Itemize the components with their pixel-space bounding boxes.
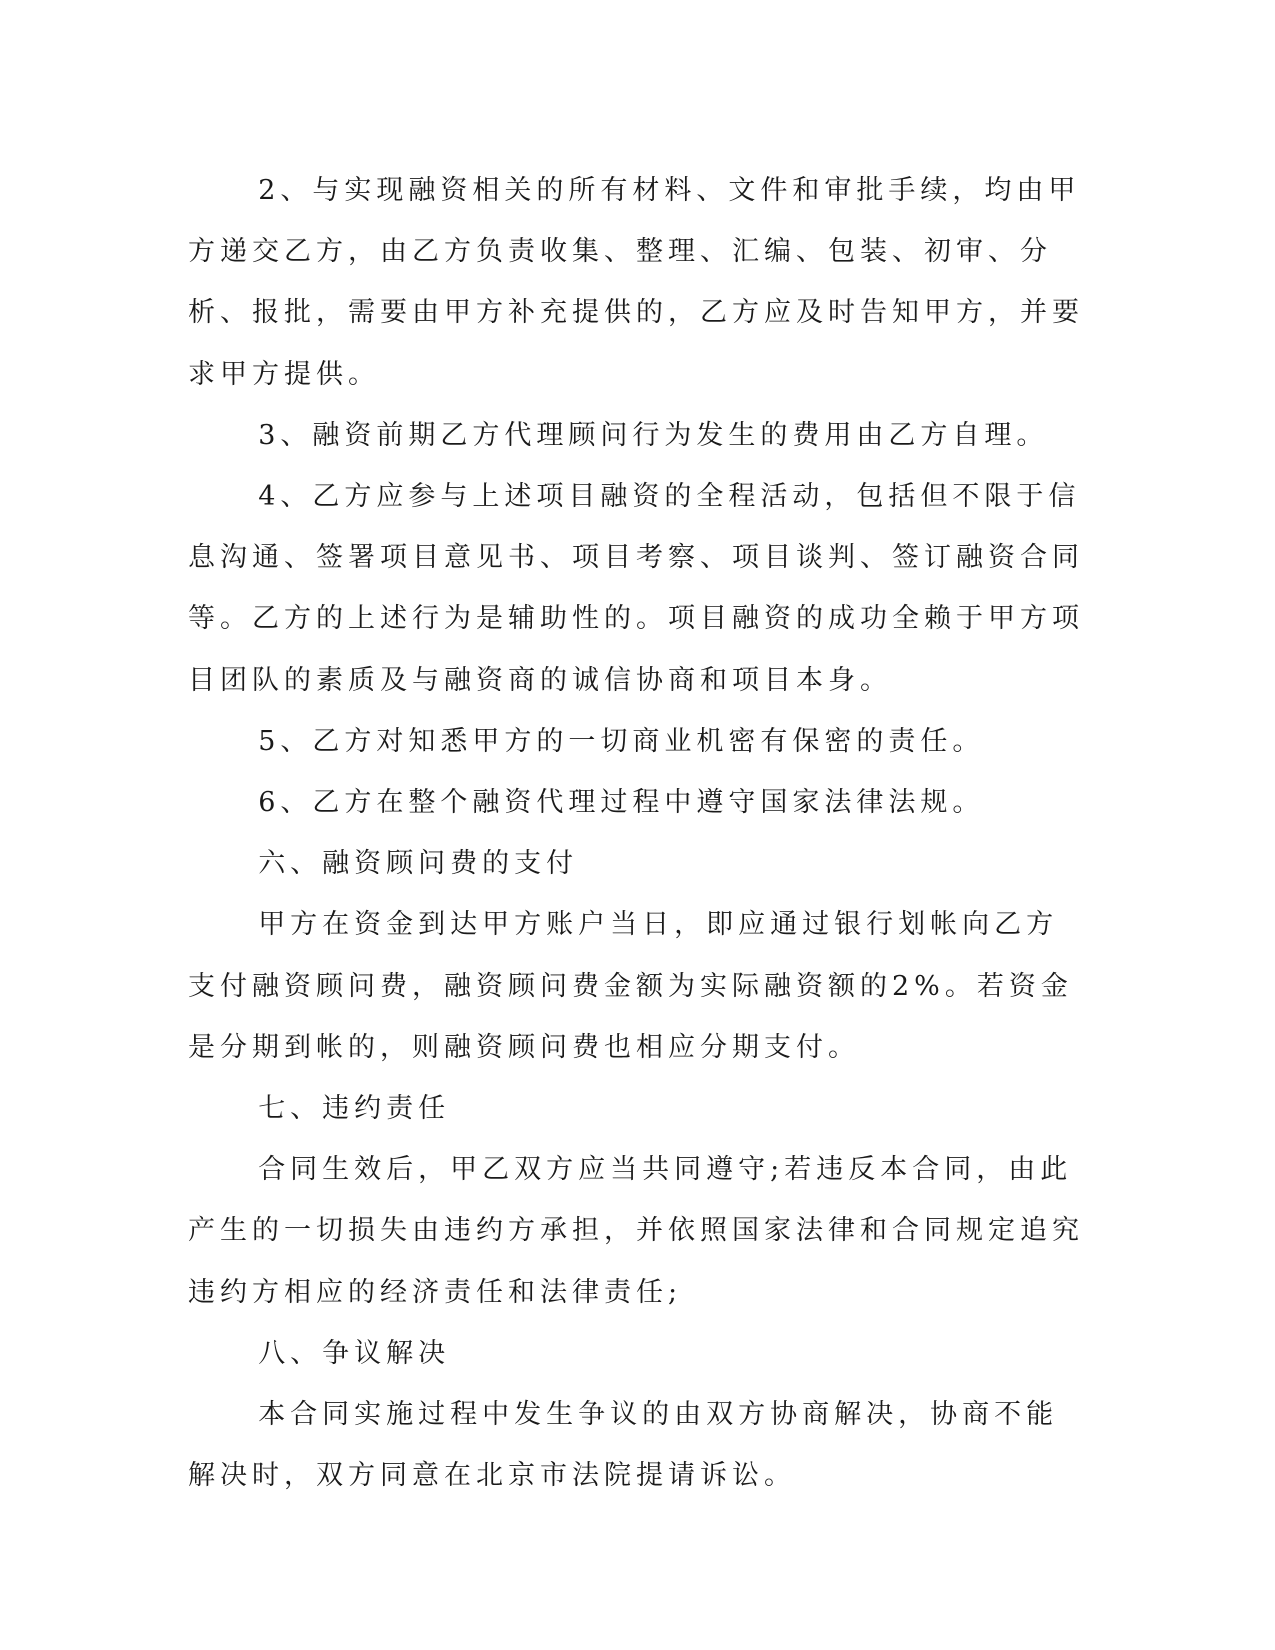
- paragraph-fee-payment: 甲方在资金到达甲方账户当日，即应通过银行划帐向乙方支付融资顾问费，融资顾问费金额为实际融资额的2%。若资金是分期到帐的，则融资顾问费也相应分期支付。: [188, 909, 1073, 1063]
- paragraph-dispute: 本合同实施过程中发生争议的由双方协商解决，协商不能解决时，双方同意在北京市法院提请诉讼。: [188, 1399, 1059, 1492]
- document-body: [188, 160, 1088, 1506]
- paragraph-clause-3: 3、融资前期乙方代理顾问行为发生的费用由乙方自理。: [258, 419, 1049, 451]
- paragraph-clause-2: 2、与实现融资相关的所有材料、文件和审批手续，均由甲方递交乙方，由乙方负责收集、整理、汇编、包装、初审、分析、报批，需要由甲方补充提供的，乙方应及时告知甲方，并要求甲方提供。: [188, 175, 1084, 390]
- section-heading-8: 八、争议解决: [258, 1337, 451, 1369]
- paragraph-clause-5: 5、乙方对知悉甲方的一切商业机密有保密的责任。: [258, 725, 985, 757]
- section-heading-6: 六、融资顾问费的支付: [258, 848, 579, 880]
- paragraph-clause-6: 6、乙方在整个融资代理过程中遵守国家法律法规。: [258, 787, 985, 819]
- paragraph-liability: 合同生效后，甲乙双方应当共同遵守;若违反本合同，由此产生的一切损失由违约方承担，并依照国家法律和合同规定追究违约方相应的经济责任和法律责任;: [188, 1154, 1084, 1308]
- section-heading-7: 七、违约责任: [258, 1093, 451, 1125]
- paragraph-clause-4: 4、乙方应参与上述项目融资的全程活动，包括但不限于信息沟通、签署项目意见书、项目考察、项目谈判、签订融资合同等。乙方的上述行为是辅助性的。项目融资的成功全赖于甲方项目团队的素质及与融资商的诚信协商和项目本身。: [188, 481, 1084, 696]
